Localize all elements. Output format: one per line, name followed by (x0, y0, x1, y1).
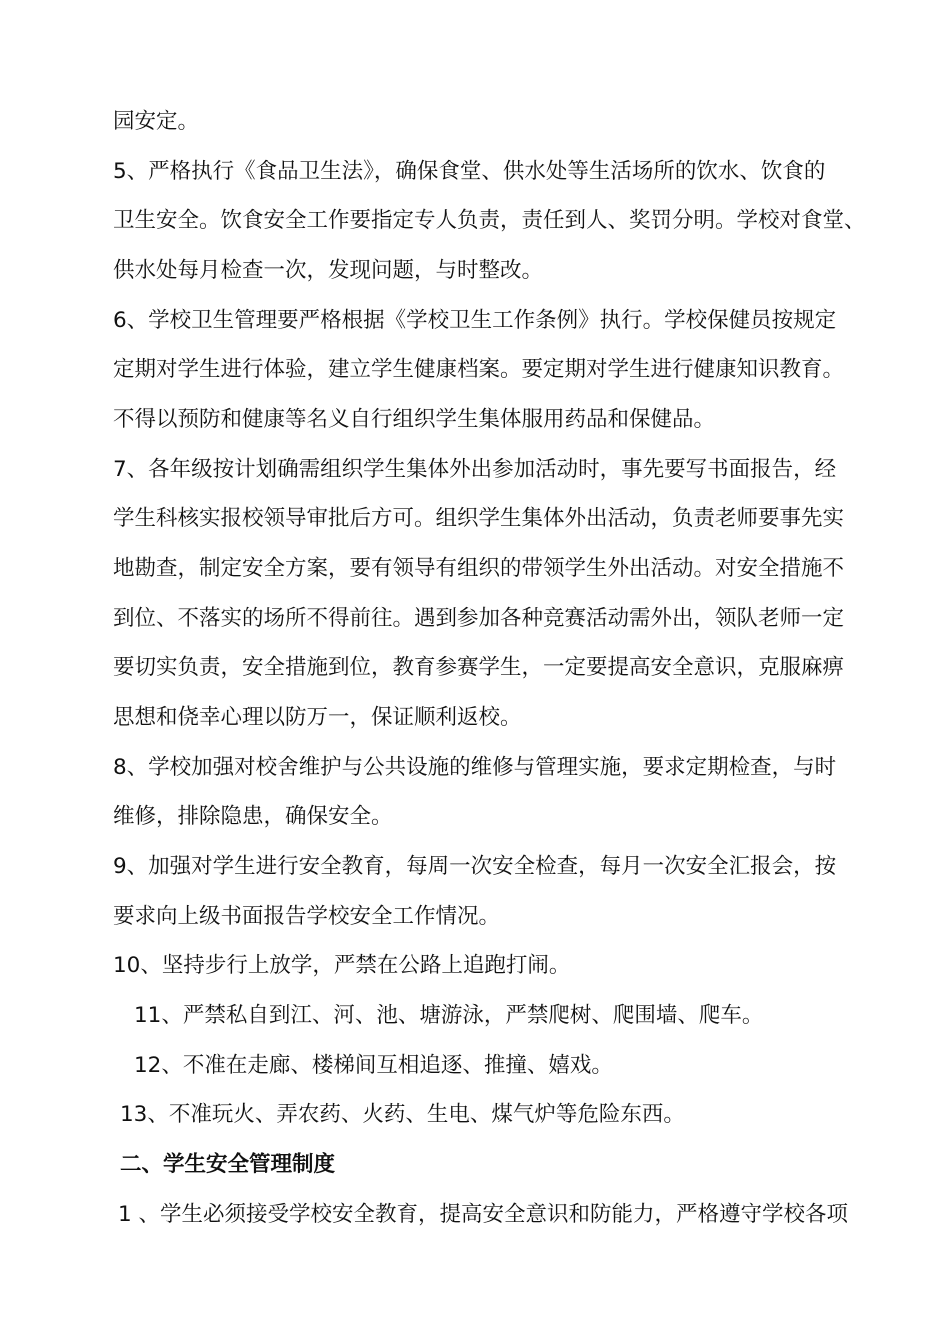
text-line-9: 学生科核实报校领导审批后方可。组织学生集体外出活动，负责老师要事先实 (113, 506, 845, 531)
text-line-21: 13、不准玩火、弄农药、火药、生电、煤气炉等危险东西。 (120, 1102, 685, 1127)
text-line-8: 7、各年级按计划确需组织学生集体外出参加活动时，事先要写书面报告，经 (113, 457, 837, 482)
text-line-18: 10、坚持步行上放学，严禁在公路上追跑打闹。 (113, 953, 571, 978)
text-line-14: 8、学校加强对校舍维护与公共设施的维修与管理实施，要求定期检查，与时 (113, 755, 837, 780)
text-line-4: 供水处每月检查一次，发现问题，与时整改。 (113, 258, 544, 283)
text-line-1: 园安定。 (113, 109, 200, 134)
text-line-2: 5、严格执行《食品卫生法》，确保食堂、供水处等生活场所的饮水、饮食的 (113, 159, 826, 184)
text-line-7: 不得以预防和健康等名义自行组织学生集体服用药品和保健品。 (113, 407, 716, 432)
text-line-20: 12、不准在走廊、楼梯间互相追逐、推撞、嬉戏。 (134, 1053, 613, 1078)
text-line-13: 思想和侥幸心理以防万一，保证顺利返校。 (113, 705, 522, 730)
text-line-15: 维修，排除隐患，确保安全。 (113, 804, 393, 829)
text-line-17: 要求向上级书面报告学校安全工作情况。 (113, 904, 501, 929)
text-line-10: 地勘查，制定安全方案，要有领导有组织的带领学生外出活动。对安全措施不 (113, 556, 845, 581)
text-line-3: 卫生安全。饮食安全工作要指定专人负责，责任到人、奖罚分明。学校对食堂、 (113, 208, 866, 233)
text-line-5: 6、学校卫生管理要严格根据《学校卫生工作条例》执行。学校保健员按规定 (113, 308, 837, 333)
text-line-23: 1 、学生必须接受学校安全教育，提高安全意识和防能力，严格遵守学校各项 (118, 1202, 849, 1227)
text-line-16: 9、加强对学生进行安全教育，每周一次安全检查，每月一次安全汇报会，按 (113, 854, 837, 879)
text-line-11: 到位、不落实的场所不得前往。遇到参加各种竞赛活动需外出，领队老师一定 (113, 606, 845, 631)
section-heading: 二、学生安全管理制度 (120, 1152, 336, 1177)
text-line-12: 要切实负责，安全措施到位，教育参赛学生，一定要提高安全意识，克服麻痹 (113, 655, 845, 680)
text-line-6: 定期对学生进行体验，建立学生健康档案。要定期对学生进行健康知识教育。 (113, 357, 845, 382)
text-line-19: 11、严禁私自到江、河、池、塘游泳，严禁爬树、爬围墙、爬车。 (134, 1003, 764, 1028)
